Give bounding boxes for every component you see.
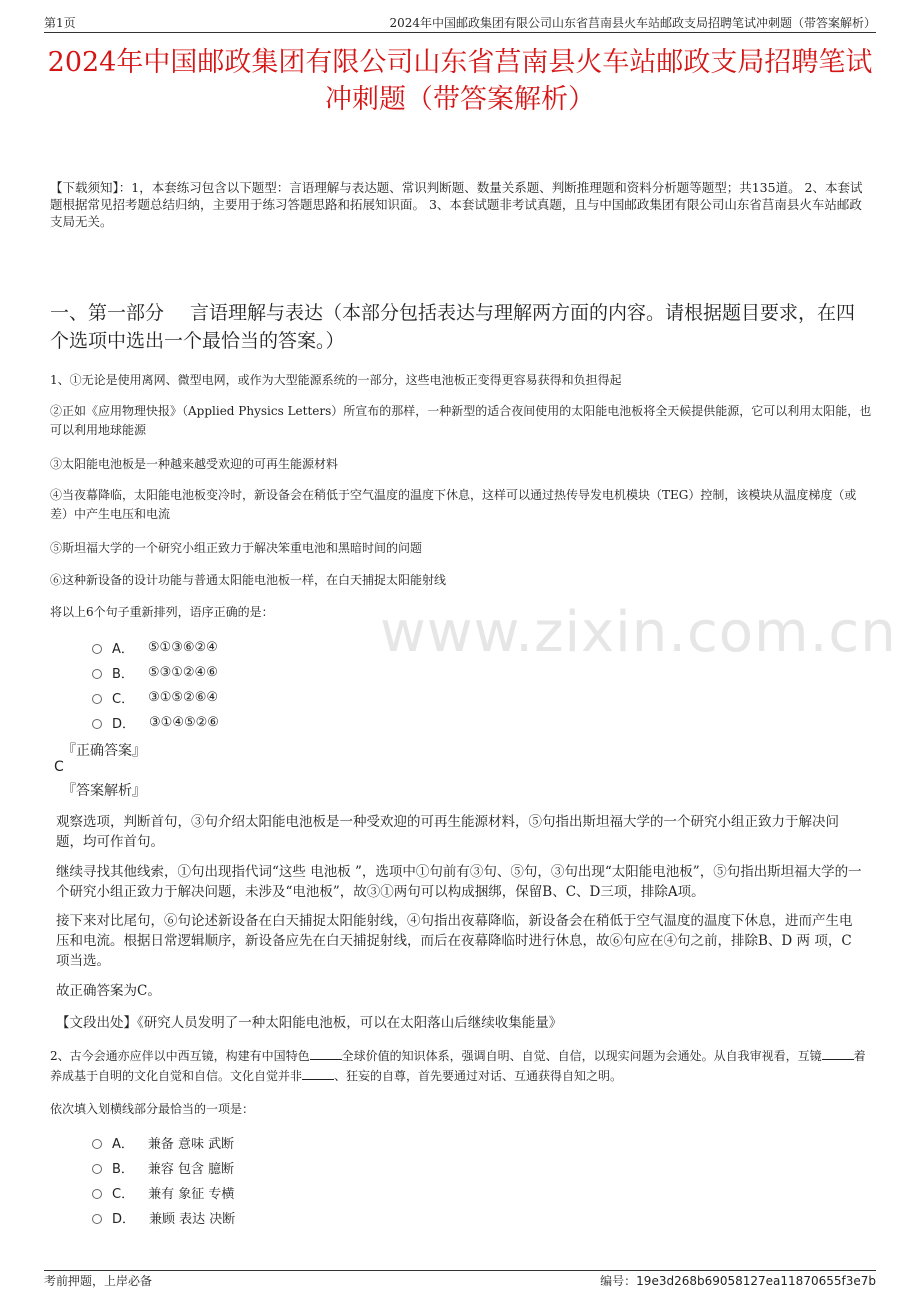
q2-stem [50, 1046, 874, 1086]
document-title: 2024年中国邮政集团有限公司山东省莒南县火车站邮政支局招聘笔试冲刺题（带答案解析） [47, 47, 873, 115]
q1-option-b[interactable] [92, 662, 218, 682]
q2-prompt: 依次填入划横线部分最恰当的一项是： [50, 1102, 255, 1116]
radio-icon[interactable] [92, 1189, 102, 1199]
correct-answer-value: C [54, 759, 64, 775]
q2-stem-part-3: 着养成基于自明的文化自觉和自信。文化自觉并非 [50, 1049, 866, 1083]
q1-sentence-6: ⑥这种新设备的设计功能与普通太阳能电池板一样，在白天捕捉太阳能射线 [50, 573, 447, 587]
page-header [44, 12, 876, 33]
q2-option-d[interactable] [92, 1207, 235, 1227]
q2-stem-part-4: 、狂妄的自尊，首先要通过对话、互通获得自知之明。 [334, 1069, 623, 1083]
page-footer [44, 1270, 876, 1289]
header-doc-title: 2024年中国邮政集团有限公司山东省莒南县火车站邮政支局招聘笔试冲刺题（带答案解析） [389, 15, 876, 30]
option-text: 兼备 意味 武断 [147, 1136, 235, 1152]
section-desc: 言语理解与表达（本部分包括表达与理解两方面的内容。请根据题目要求，在四个选项中选出一个最恰当的答案。） [50, 302, 856, 352]
watermark: www.zixin.com.cn [380, 600, 897, 665]
q1-sentence-5: ⑤斯坦福大学的一个研究小组正致力于解决笨重电池和黑暗时间的问题 [50, 541, 423, 555]
radio-icon[interactable] [92, 1214, 102, 1224]
analysis-paragraph: 接下来对比尾句，⑥句论述新设备在白天捕捉太阳能射线，④句指出夜幕降临，新设备会在稍低于空气温度的温度下休息，进而产生电压和电流。根据日常逻辑顺序，新设备应先在白天捕捉射线，而后在夜幕降临时进行休息，故⑥句应在④句之前，排除B、D 两 项，C项当选。 [56, 913, 853, 969]
option-letter: D． [112, 716, 136, 732]
option-text: ⑤①③⑥②④ [147, 639, 218, 655]
q2-stem-part-1: 2、古今会通亦应伴以中西互镜，构建有中国特色 [50, 1049, 310, 1063]
q1-sentence-4: ④当夜幕降临，太阳能电池板变冷时，新设备会在稍低于空气温度的温度下休息，这样可以通过热传导发电机模块（TEG）控制，该模块从温度梯度（或差）中产生电压和电流 [50, 488, 857, 521]
radio-icon[interactable] [92, 669, 102, 679]
q1-option-d[interactable] [92, 712, 219, 732]
q2-option-a[interactable] [92, 1132, 234, 1152]
option-text: 兼容 包含 臆断 [147, 1161, 235, 1177]
q2-option-b[interactable] [92, 1157, 234, 1177]
radio-icon[interactable] [92, 719, 102, 729]
q2-option-c[interactable] [92, 1182, 234, 1202]
option-text: ③①④⑤②⑥ [149, 714, 219, 730]
option-letter: C． [112, 1186, 135, 1202]
analysis-label: 『答案解析』 [62, 783, 146, 799]
fill-blank-2 [822, 1047, 854, 1060]
q1-option-c[interactable] [92, 687, 218, 707]
option-letter: A． [112, 1136, 134, 1152]
option-letter: D． [112, 1211, 136, 1227]
section-heading [50, 299, 874, 355]
analysis-paragraph: 故正确答案为C。 [56, 983, 161, 999]
option-letter: C． [112, 691, 135, 707]
q1-sentence-2: ②正如《应用物理快报》（Applied Physics Letters）所宣布的那样，一种新型的适合夜间使用的太阳能电池板将全天候提供能源，它可以利用太阳能，也可以利用地球能源 [50, 404, 872, 437]
analysis-paragraph: 观察选项，判断首句，③句介绍太阳能电池板是一种受欢迎的可再生能源材料，⑤句指出斯坦福大学的一个研究小组正致力于解决问题，均可作首句。 [56, 814, 839, 850]
download-notice: 【下载须知】：1，本套练习包含以下题型：言语理解与表达题、常识判断题、数量关系题、判断推理题和资料分析题等题型；共135道。 2、本套试题根据常见招考题总结归纳，主要用于练习答题思路和拓展知识面。 3、本套试题非考试真题，且与中国邮政集团有限公司山东省莒南县火车站邮政支局无关。 [50, 180, 863, 229]
fill-blank-3 [302, 1067, 334, 1080]
analysis-paragraph: 继续寻找其他线索，①句出现指代词“这些 电池板 ”，选项中①句前有③句、⑤句，③句出现“太阳能电池板”，⑤句指出斯坦福大学的一个研究小组正致力于解决问题，未涉及“电池板”，故③①两句可以构成捆绑，保留B、C、D三项，排除A项。 [56, 864, 862, 900]
radio-icon[interactable] [92, 644, 102, 654]
option-letter: B． [112, 1161, 134, 1177]
q2-stem-part-2: 全球价值的知识体系，强调自明、自觉、自信，以现实问题为会通处。从自我审视看，互镜 [341, 1049, 822, 1063]
q1-prompt: 将以上6个句子重新排列，语序正确的是： [50, 605, 274, 619]
option-letter: A． [112, 641, 134, 657]
option-text: ⑤③①②④⑥ [147, 664, 218, 680]
radio-icon[interactable] [92, 694, 102, 704]
option-text: 兼有 象征 专横 [148, 1186, 235, 1202]
q1-sentence-3: ③太阳能电池板是一种越来越受欢迎的可再生能源材料 [50, 457, 339, 471]
passage-source: 【文段出处】《研究人员发明了一种太阳能电池板，可以在太阳落山后继续收集能量》 [56, 1015, 563, 1031]
option-text: ③①⑤②⑥④ [148, 689, 219, 705]
q1-sentence-1: 1、①无论是使用离网、微型电网，或作为大型能源系统的一部分，这些电池板正变得更容易获得和负担得起 [50, 373, 622, 387]
option-text: 兼顾 表达 决断 [149, 1211, 236, 1227]
footer-slogan: 考前押题，上岸必备 [44, 1274, 153, 1288]
fill-blank-1 [310, 1047, 342, 1060]
q1-option-a[interactable] [92, 637, 218, 657]
correct-answer-label: 『正确答案』 [62, 743, 146, 759]
option-letter: B． [112, 666, 134, 682]
section-part: 一、第一部分 [50, 302, 165, 324]
radio-icon[interactable] [92, 1164, 102, 1174]
document-code: 编号：19e3d268b69058127ea11870655f3e7b [600, 1274, 876, 1288]
radio-icon[interactable] [92, 1139, 102, 1149]
page-number: 第1页 [44, 15, 76, 30]
